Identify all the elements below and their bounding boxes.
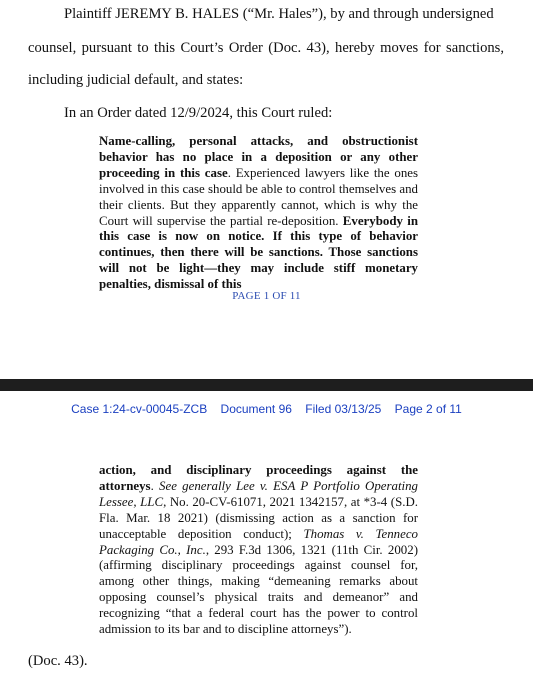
- quote-bold-text: Name-calling, personal attacks, and obstructionist behavior has no place in a deposition or any other proceeding in this case: [99, 134, 418, 180]
- page-divider: [0, 379, 533, 391]
- quote-text: , No. 20-CV-61071, 2021 1342157, at *3-4 (S.D. Fla. Mar. 18 2021) (dismissing action as a sanction for unacceptable deposition conduct);: [99, 494, 418, 541]
- quote-text: . Experienced lawyers like the ones involved in this case should be able to control themselves and their clients. But they apparently cannot, which is why the Court will supervise the partial re-deposition.: [99, 165, 419, 228]
- block-quote-page-1: [99, 134, 418, 293]
- case-citation-italic: Thomas v. Tenneco Packaging Co., Inc.: [99, 526, 418, 557]
- filed-date: Filed 03/13/25: [305, 402, 382, 416]
- quote-bold-text: action, and disciplinary proceedings against the attorneys: [99, 463, 418, 493]
- quote-text: .: [150, 478, 160, 493]
- page-count: Page 2 of 11: [394, 402, 462, 416]
- intro-line-1: Plaintiff JEREMY B. HALES (“Mr. Hales”), by and through undersigned: [64, 6, 494, 22]
- page-footer: PAGE 1 OF 11: [232, 290, 301, 302]
- doc-citation: (Doc. 43).: [28, 653, 88, 669]
- document-number: Document 96: [220, 402, 292, 416]
- intro-line-3: including judicial default, and states:: [28, 72, 244, 88]
- case-citation-italic: See generally Lee v. ESA P Portfolio Operating Lessee, LLC: [99, 478, 418, 509]
- block-quote-page-2: [99, 463, 418, 638]
- quote-text: , 293 F.3d 1306, 1321 (11th Cir. 2002) (affirming disciplinary proceedings against counsel for, among other things, making “demeaning remarks about opposing counsel’s physical traits and demeanor” and recognizing “that a federal court has the power to control admission to its bar and to discipline attorneys”).: [99, 542, 418, 637]
- case-number: Case 1:24-cv-00045-ZCB: [71, 402, 208, 416]
- intro-line-2: counsel, pursuant to this Court’s Order (Doc. 43), hereby moves for sanctions,: [28, 40, 504, 56]
- order-line: In an Order dated 12/9/2024, this Court ruled:: [64, 105, 333, 121]
- ecf-header: [0, 402, 533, 416]
- quote-bold-text: Everybody in this case is now on notice. If this type of behavior continues, then there will be sanctions. Those sanctions will not be light—they may include stiff monetary penalties, dismissal of this: [99, 213, 418, 292]
